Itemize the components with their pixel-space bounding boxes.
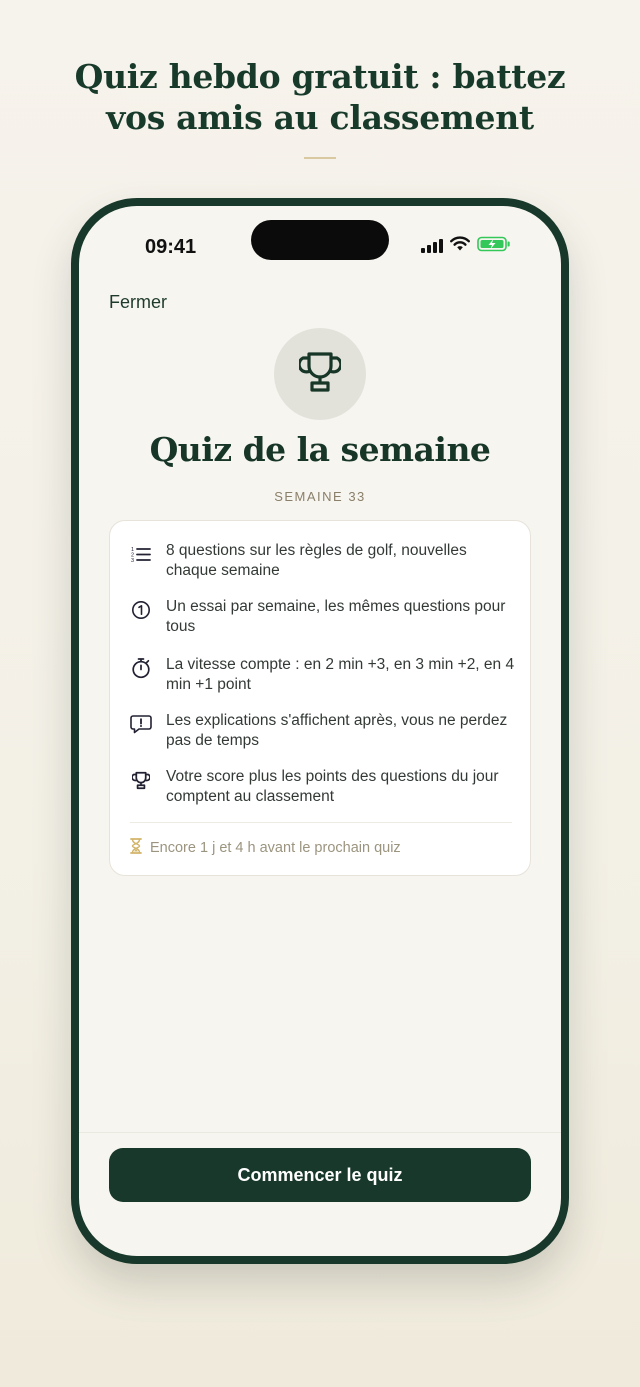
svg-text:2: 2 (131, 552, 135, 559)
battery-charging-icon (477, 236, 511, 257)
phone-screen (79, 206, 561, 1256)
hourglass-icon (130, 838, 142, 858)
signal-icon (421, 239, 443, 253)
trophy-badge (274, 328, 366, 420)
countdown-text: Encore 1 j et 4 h avant le prochain quiz (150, 840, 401, 856)
dynamic-island (251, 220, 389, 260)
rule-text: 8 questions sur les règles de golf, nouvelles chaque semaine (166, 542, 467, 579)
circle-one-icon (130, 599, 152, 621)
status-icons (421, 238, 511, 254)
svg-text:3: 3 (131, 558, 135, 563)
rule-text: Un essai par semaine, les mêmes questions pour tous (166, 598, 506, 635)
trophy-icon (130, 769, 152, 791)
start-quiz-button[interactable]: Commencer le quiz (109, 1148, 531, 1202)
close-button[interactable]: Fermer (109, 292, 167, 312)
trophy-icon (299, 350, 341, 399)
stopwatch-icon (130, 657, 152, 679)
status-time: 09:41 (145, 236, 197, 258)
numbered-list-icon (130, 543, 152, 565)
svg-text:1: 1 (131, 547, 135, 553)
promo-title-line-2: vos amis au classement (106, 98, 534, 137)
promo-divider (304, 157, 336, 159)
rules-card (109, 520, 531, 876)
rule-text: La vitesse compte : en 2 min +3, en 3 min +2, en 4 min +1 point (166, 656, 515, 693)
phone-frame (71, 198, 569, 1264)
week-label: SEMAINE 33 (274, 489, 366, 504)
card-divider (130, 822, 512, 823)
wifi-icon (449, 236, 471, 257)
promo-title-line-1: Quiz hebdo gratuit : battez (74, 57, 566, 96)
rule-text: Les explications s'affichent après, vous ne perdez pas de temps (166, 712, 508, 749)
chat-alert-icon (130, 713, 152, 735)
promo-title (0, 56, 640, 138)
rule-text: Votre score plus les points des questions du jour comptent au classement (166, 768, 499, 805)
footer-divider (79, 1132, 561, 1133)
countdown-row (130, 838, 401, 858)
page-title: Quiz de la semaine (149, 430, 491, 469)
